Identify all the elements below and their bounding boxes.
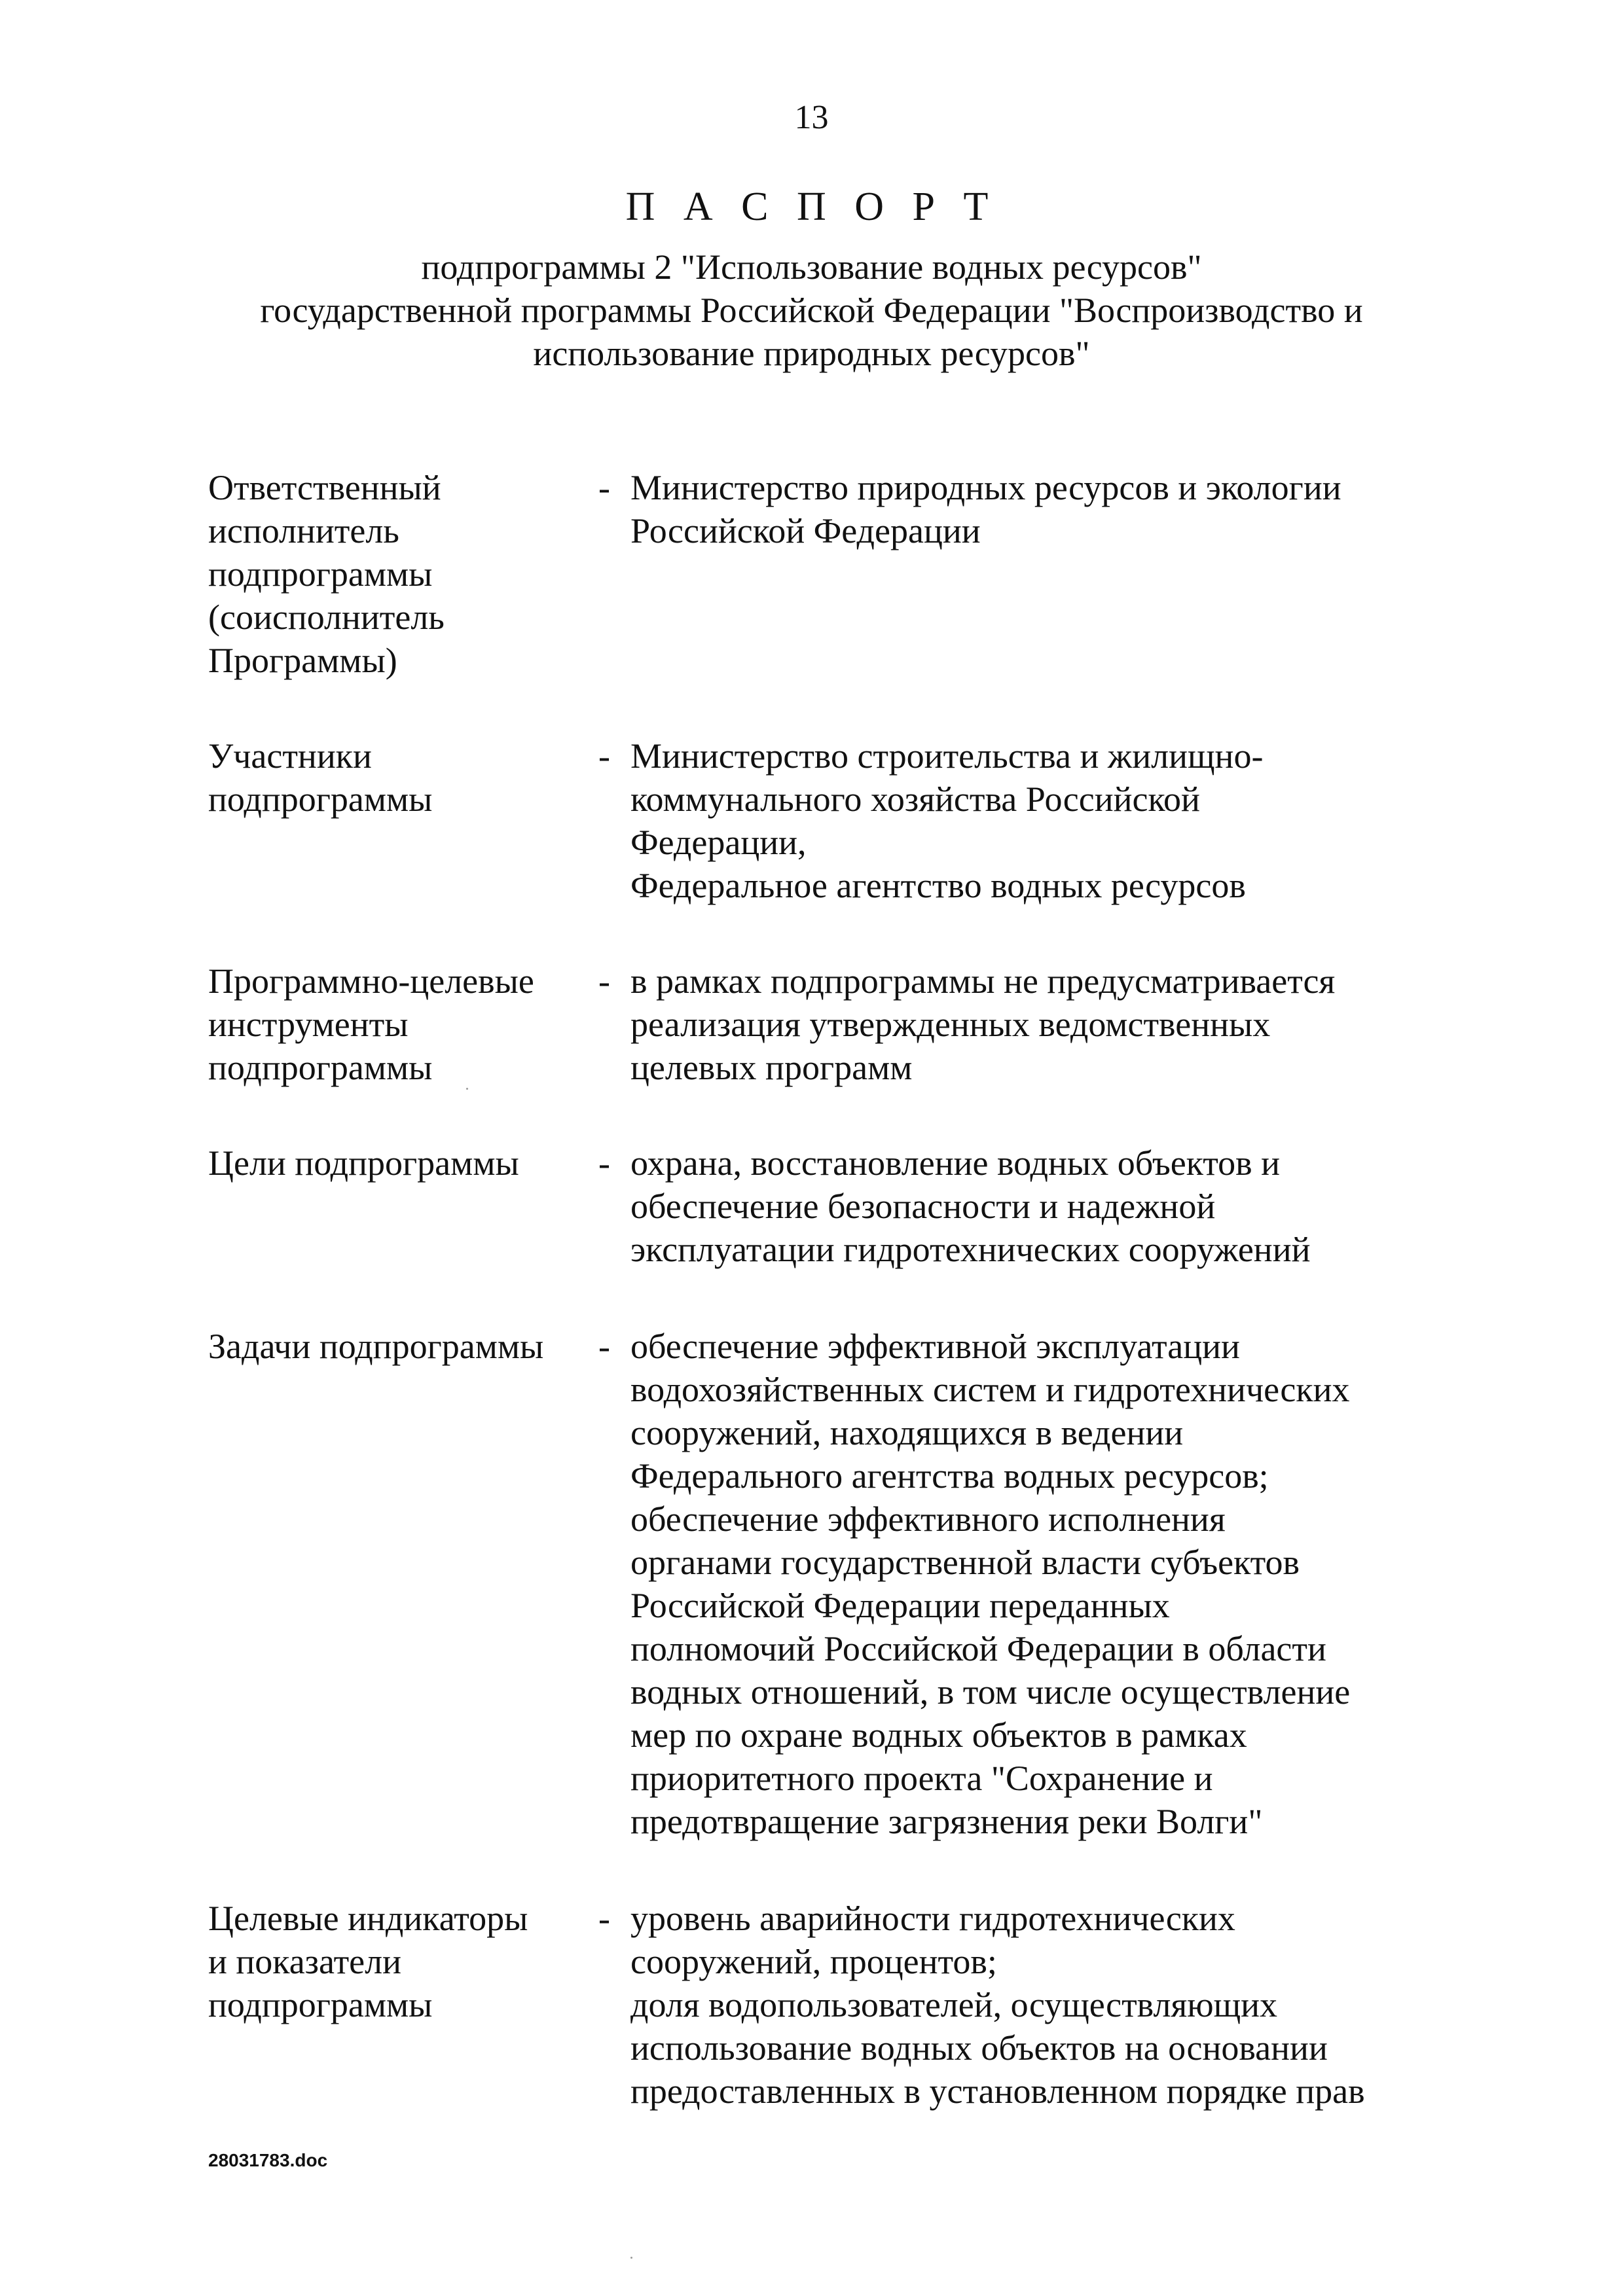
row-dash: - xyxy=(598,961,610,1001)
value-line: целевых программ xyxy=(630,1048,913,1087)
value-line: Министерство строительства и жилищно- xyxy=(630,736,1264,776)
value-line: Федерального агентства водных ресурсов; xyxy=(630,1456,1269,1496)
label-line: Задачи подпрограммы xyxy=(208,1327,544,1366)
value-line: Федеральное агентство водных ресурсов xyxy=(630,866,1246,905)
row-dash: - xyxy=(598,1143,610,1183)
subtitle-line: государственной программы Российской Федерации "Воспроизводство и xyxy=(260,291,1363,330)
value-line: водных отношений, в том числе осуществление xyxy=(630,1672,1351,1712)
value-line: Министерство природных ресурсов и экологии xyxy=(630,468,1341,507)
document-footer: 28031783.doc xyxy=(208,2150,328,2170)
label-line: Программно-целевые xyxy=(208,961,534,1001)
row-label xyxy=(208,466,578,682)
row-label xyxy=(208,734,578,821)
label-line: подпрограммы xyxy=(208,554,433,594)
scan-speck xyxy=(466,1088,468,1090)
value-line: эксплуатации гидротехнических сооружений xyxy=(630,1230,1311,1269)
label-line: Целевые индикаторы xyxy=(208,1899,528,1938)
value-line: сооружений, находящихся в ведении xyxy=(630,1413,1184,1452)
value-line: полномочий Российской Федерации в области xyxy=(630,1629,1326,1668)
row-dash: - xyxy=(598,1327,610,1366)
row-dash: - xyxy=(598,468,610,507)
label-line: подпрограммы xyxy=(208,1985,433,2024)
subtitle-line: использование природных ресурсов" xyxy=(533,334,1090,373)
value-line: обеспечение безопасности и надежной xyxy=(630,1187,1216,1226)
value-line: реализация утвержденных ведомственных xyxy=(630,1005,1271,1044)
value-line: доля водопользователей, осуществляющих xyxy=(630,1985,1278,2024)
row-dash: - xyxy=(598,1899,610,1938)
row-value xyxy=(630,1325,1511,1843)
row-value xyxy=(630,1897,1511,2113)
passport-row-tasks xyxy=(208,1325,1511,1843)
value-line: Федерации, xyxy=(630,823,807,862)
value-line: уровень аварийности гидротехнических xyxy=(630,1899,1235,1938)
row-label xyxy=(208,960,578,1089)
value-line: приоритетного проекта "Сохранение и xyxy=(630,1759,1213,1798)
row-value xyxy=(630,1141,1511,1271)
value-line: использование водных объектов на основании xyxy=(630,2028,1328,2068)
document-subtitle xyxy=(131,245,1492,375)
value-line: в рамках подпрограммы не предусматривается xyxy=(630,961,1336,1001)
value-line: обеспечение эффективной эксплуатации xyxy=(630,1327,1240,1366)
label-line: Цели подпрограммы xyxy=(208,1143,519,1183)
label-line: и показатели xyxy=(208,1942,401,1981)
label-line: исполнитель xyxy=(208,511,399,550)
row-label xyxy=(208,1141,578,1185)
row-label xyxy=(208,1325,578,1368)
passport-row-target-indicators xyxy=(208,1897,1511,2113)
passport-row-program-instruments xyxy=(208,960,1511,1089)
label-line: (соисполнитель xyxy=(208,598,445,637)
value-line: обеспечение эффективного исполнения xyxy=(630,1499,1226,1539)
value-line: коммунального хозяйства Российской xyxy=(630,780,1200,819)
value-line: органами государственной власти субъектов xyxy=(630,1543,1300,1582)
row-value xyxy=(630,734,1511,907)
label-line: Ответственный xyxy=(208,468,441,507)
row-value xyxy=(630,466,1511,552)
value-line: предотвращение загрязнения реки Волги" xyxy=(630,1802,1263,1841)
value-line: Российской Федерации переданных xyxy=(630,1586,1170,1625)
label-line: Участники xyxy=(208,736,372,776)
page-number: 13 xyxy=(794,99,829,136)
row-value xyxy=(630,960,1511,1089)
passport-row-participants xyxy=(208,734,1511,907)
passport-table xyxy=(208,466,1511,2113)
label-line: подпрограммы xyxy=(208,780,433,819)
subtitle-line: подпрограммы 2 "Использование водных ресурсов" xyxy=(421,247,1202,287)
passport-row-responsible-executor xyxy=(208,466,1511,682)
row-dash: - xyxy=(598,736,610,776)
row-label xyxy=(208,1897,578,2026)
scan-speck xyxy=(630,2257,632,2259)
value-line: предоставленных в установленном порядке прав xyxy=(630,2072,1365,2111)
document-title: П А С П О Р Т xyxy=(625,185,998,229)
value-line: мер по охране водных объектов в рамках xyxy=(630,1715,1247,1755)
value-line: охрана, восстановление водных объектов и xyxy=(630,1143,1281,1183)
passport-row-goals xyxy=(208,1141,1511,1271)
value-line: сооружений, процентов; xyxy=(630,1942,997,1981)
value-line: Российской Федерации xyxy=(630,511,981,550)
label-line: подпрограммы xyxy=(208,1048,433,1087)
value-line: водохозяйственных систем и гидротехнических xyxy=(630,1370,1350,1409)
label-line: инструменты xyxy=(208,1005,409,1044)
label-line: Программы) xyxy=(208,641,397,680)
